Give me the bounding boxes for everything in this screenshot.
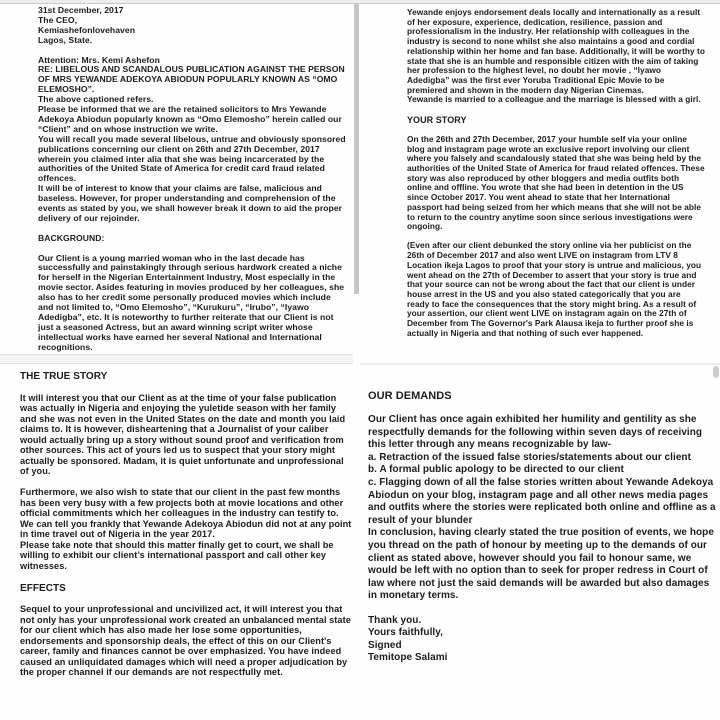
paragraph: Yewande enjoys endorsement deals locally and internationally as a result of her exposure, experience, dedication, resilience, passion and professionalism in the industry. Her relationship with colleagues in the industry is second to none whilst she also maintains a good and cordial relationship within her home and fan base. Additionally, it will be worthy to state that she is an humble and responsible citizen with the aim of taking her profession to the highest level, no doubt her movie , “Iyawo Adedigba” was the first ever Yoruba Traditional Epic Movie to be premiered and shown in the modern day Nigerian Cinemas. <box>407 7 705 95</box>
your-story-section <box>407 8 705 339</box>
paragraph: On the 26th and 27th December, 2017 your humble self via your online blog and instagram page wrote an exclusive report involving our client where you falsely and scandalously stated that she was being held by the authorities of the United State of America for fraud related offences. These story was also reproduced by other bloggers and media outfits both online and offline. You wrote that she had been in detention in the US since October 2017. You went ahead to state that her International passport had being seized from her which means that she will not be able to return to the country anytime soon since serious investigations were ongoing. <box>407 133 705 232</box>
paragraph: Our Client has once again exhibited her humility and gentility as she respectfully demands for the following within seven days of receiving this letter through any means recognizable by law- <box>368 414 703 451</box>
demand-item-c: c. Flagging down of all the false stories written about Yewande Adekoya Abiodun on your blog, instagram page and all other news media pages and outfits where the stories were replicated both online and offline as a result of your blunder <box>368 477 716 526</box>
paragraph: Please be informed that we are the retained solicitors to Mrs Yewande Adekoya Abiodun popularly known as “Omo Elemosho” herein called our “Client” and on whose instruction we write. <box>38 104 342 134</box>
effects-heading: EFFECTS <box>20 582 66 594</box>
paragraph: Yewande is married to a colleague and the marriage is blessed with a girl. <box>407 94 701 105</box>
recipient-name-line: Kemiashefonlovehaven <box>38 24 135 35</box>
paragraph: You will recall you made several libelous, untrue and obviously sponsored publications concerning our client on 26th and 27th December, 2017 wherein you claimed inter alia that she was being incarcerated by the authorities of the United State of America for credit card fraud related offences. <box>38 133 346 184</box>
re-subject-line: RE: LIBELOUS AND SCANDALOUS PUBLICATION AGAINST THE PERSON OF MRS YEWANDE ADEKOYA ABIODUN POPULARLY KNOWN AS “OMO ELEMOSHO”. <box>38 64 345 95</box>
paragraph: (Even after our client debunked the story online via her publicist on the 26th of December 2017 and also went LIVE on instagram from LTV 8 Location ikeja Lagos to proof that your story is untrue and malicious, you went ahead on the 27th of December to assert that your story is true and that your source can not be wrong about the fact that our client is under house arrest in the US and you also stated categorically that you are ready to face the consequences that the story might bring. As a result of your assertion, our client went LIVE on instagram again on the 27th of December from The Governor's Park Alausa ikeja to further proof she is actually in Nigeria and that nothing of such ever happened. <box>407 240 702 338</box>
paragraph: It will interest you that our Client as at the time of your false publication was actually in Nigeria and enjoying the yuletide season with her family and she was not even in the United States on the date and month you laid claims to. It is however, disheartening that a Journalist of your caliber would actually bring up a story without sound proof and verification from other sources. This act of yours led us to suspect that your story might actually be sponsored. Madam, it is quiet unfortunate and unprofessional of you. <box>20 392 346 477</box>
paragraph: Furthermore, we also wish to state that our client in the past few months has been very busy with a few projects both at movie locations and other official commitments which her colleagues in the industry can testify to. We can tell you frankly that Yewande Adekoya Abiodun did not at any point in time travel out of Nigeria in the year 2017. <box>20 487 352 540</box>
demands-heading: OUR DEMANDS <box>368 390 452 402</box>
closing-valediction: Yours faithfully, <box>368 627 443 639</box>
closing-signed: Signed <box>368 639 402 651</box>
signature-name: Temitope Salami <box>368 652 448 664</box>
conclusion-paragraph: In conclusion, having clearly stated the true position of events, we hope you thread on the path of honour by meeting up to the demands of our client as stated above, however should you fail to honour same, we would be left with no option than to seek for proper redress in Court of law where not just the said demands will be awarded but also damages in monetary terms. <box>368 527 714 602</box>
demand-item-a: a. Retraction of the issued false stories/statements about our client <box>368 451 691 463</box>
paragraph: It will be of interest to know that your claims are false, malicious and baseless. However, for proper understanding and comprehension of the events as stated by you, we shall however break it down to aid the proper delivery of our rejoinder. <box>38 183 343 223</box>
top-border <box>0 0 720 4</box>
date-line: 31st December, 2017 <box>38 5 124 15</box>
background-heading: BACKGROUND: <box>38 232 105 243</box>
letter-intro-section <box>38 6 348 353</box>
paragraph: The above captioned refers. <box>38 94 154 105</box>
scrollbar-thumb <box>713 366 719 378</box>
effects-paragraph: Sequel to your unprofessional and uncivilized act, it will interest you that not only has your unprofessional work created an unbalanced mental state for our client which has also made her lose some opportunities, endorsements and sponsorship deals, the effect of this on our Client's career, family and finances cannot be over emphasized. You have indeed caused an unliquidated damages which will need a proper adjudication by the proper channel if our demands are not respectfully met. <box>20 604 351 678</box>
demand-item-b: b. A formal public apology to be directed to our client <box>368 464 624 476</box>
right-section-divider <box>360 363 720 365</box>
left-section-divider <box>0 354 353 364</box>
your-story-heading: YOUR STORY <box>407 115 467 126</box>
closing-thanks: Thank you. <box>368 614 422 626</box>
paragraph: Please take note that should this matter finally get to court, we shall be willing to exhibit our client’s international passport and call other key witnesses. <box>20 539 334 571</box>
recipient-city-line: Lagos, State. <box>38 34 93 45</box>
background-paragraph: Our Client is a young married woman who in the last decade has successfully and painstakingly through serious hardwork created a niche for herself in the Nigerian Entertainment Industry, Most especially in the movie sector. Asides featuring in movies produced by her colleagues, she also has to her credit some personally produced movies which include and not limited to, “Omo Elemosho”, “Kurukuru”, “Irubo”, “Iyawo Adedigba”, etc. It is noteworthy to further reiterate that our Client is not just a seasoned Actress, but an award winning script writer whose intellectual works have earned her several National and International recognitions. <box>38 252 345 352</box>
true-story-heading: THE TRUE STORY <box>20 371 108 382</box>
true-story-section <box>20 371 352 678</box>
column-divider <box>354 4 359 294</box>
demands-section <box>368 390 716 665</box>
attention-line: Attention: Mrs. Kemi Ashefon <box>38 54 160 65</box>
recipient-title-line: The CEO, <box>38 14 78 25</box>
